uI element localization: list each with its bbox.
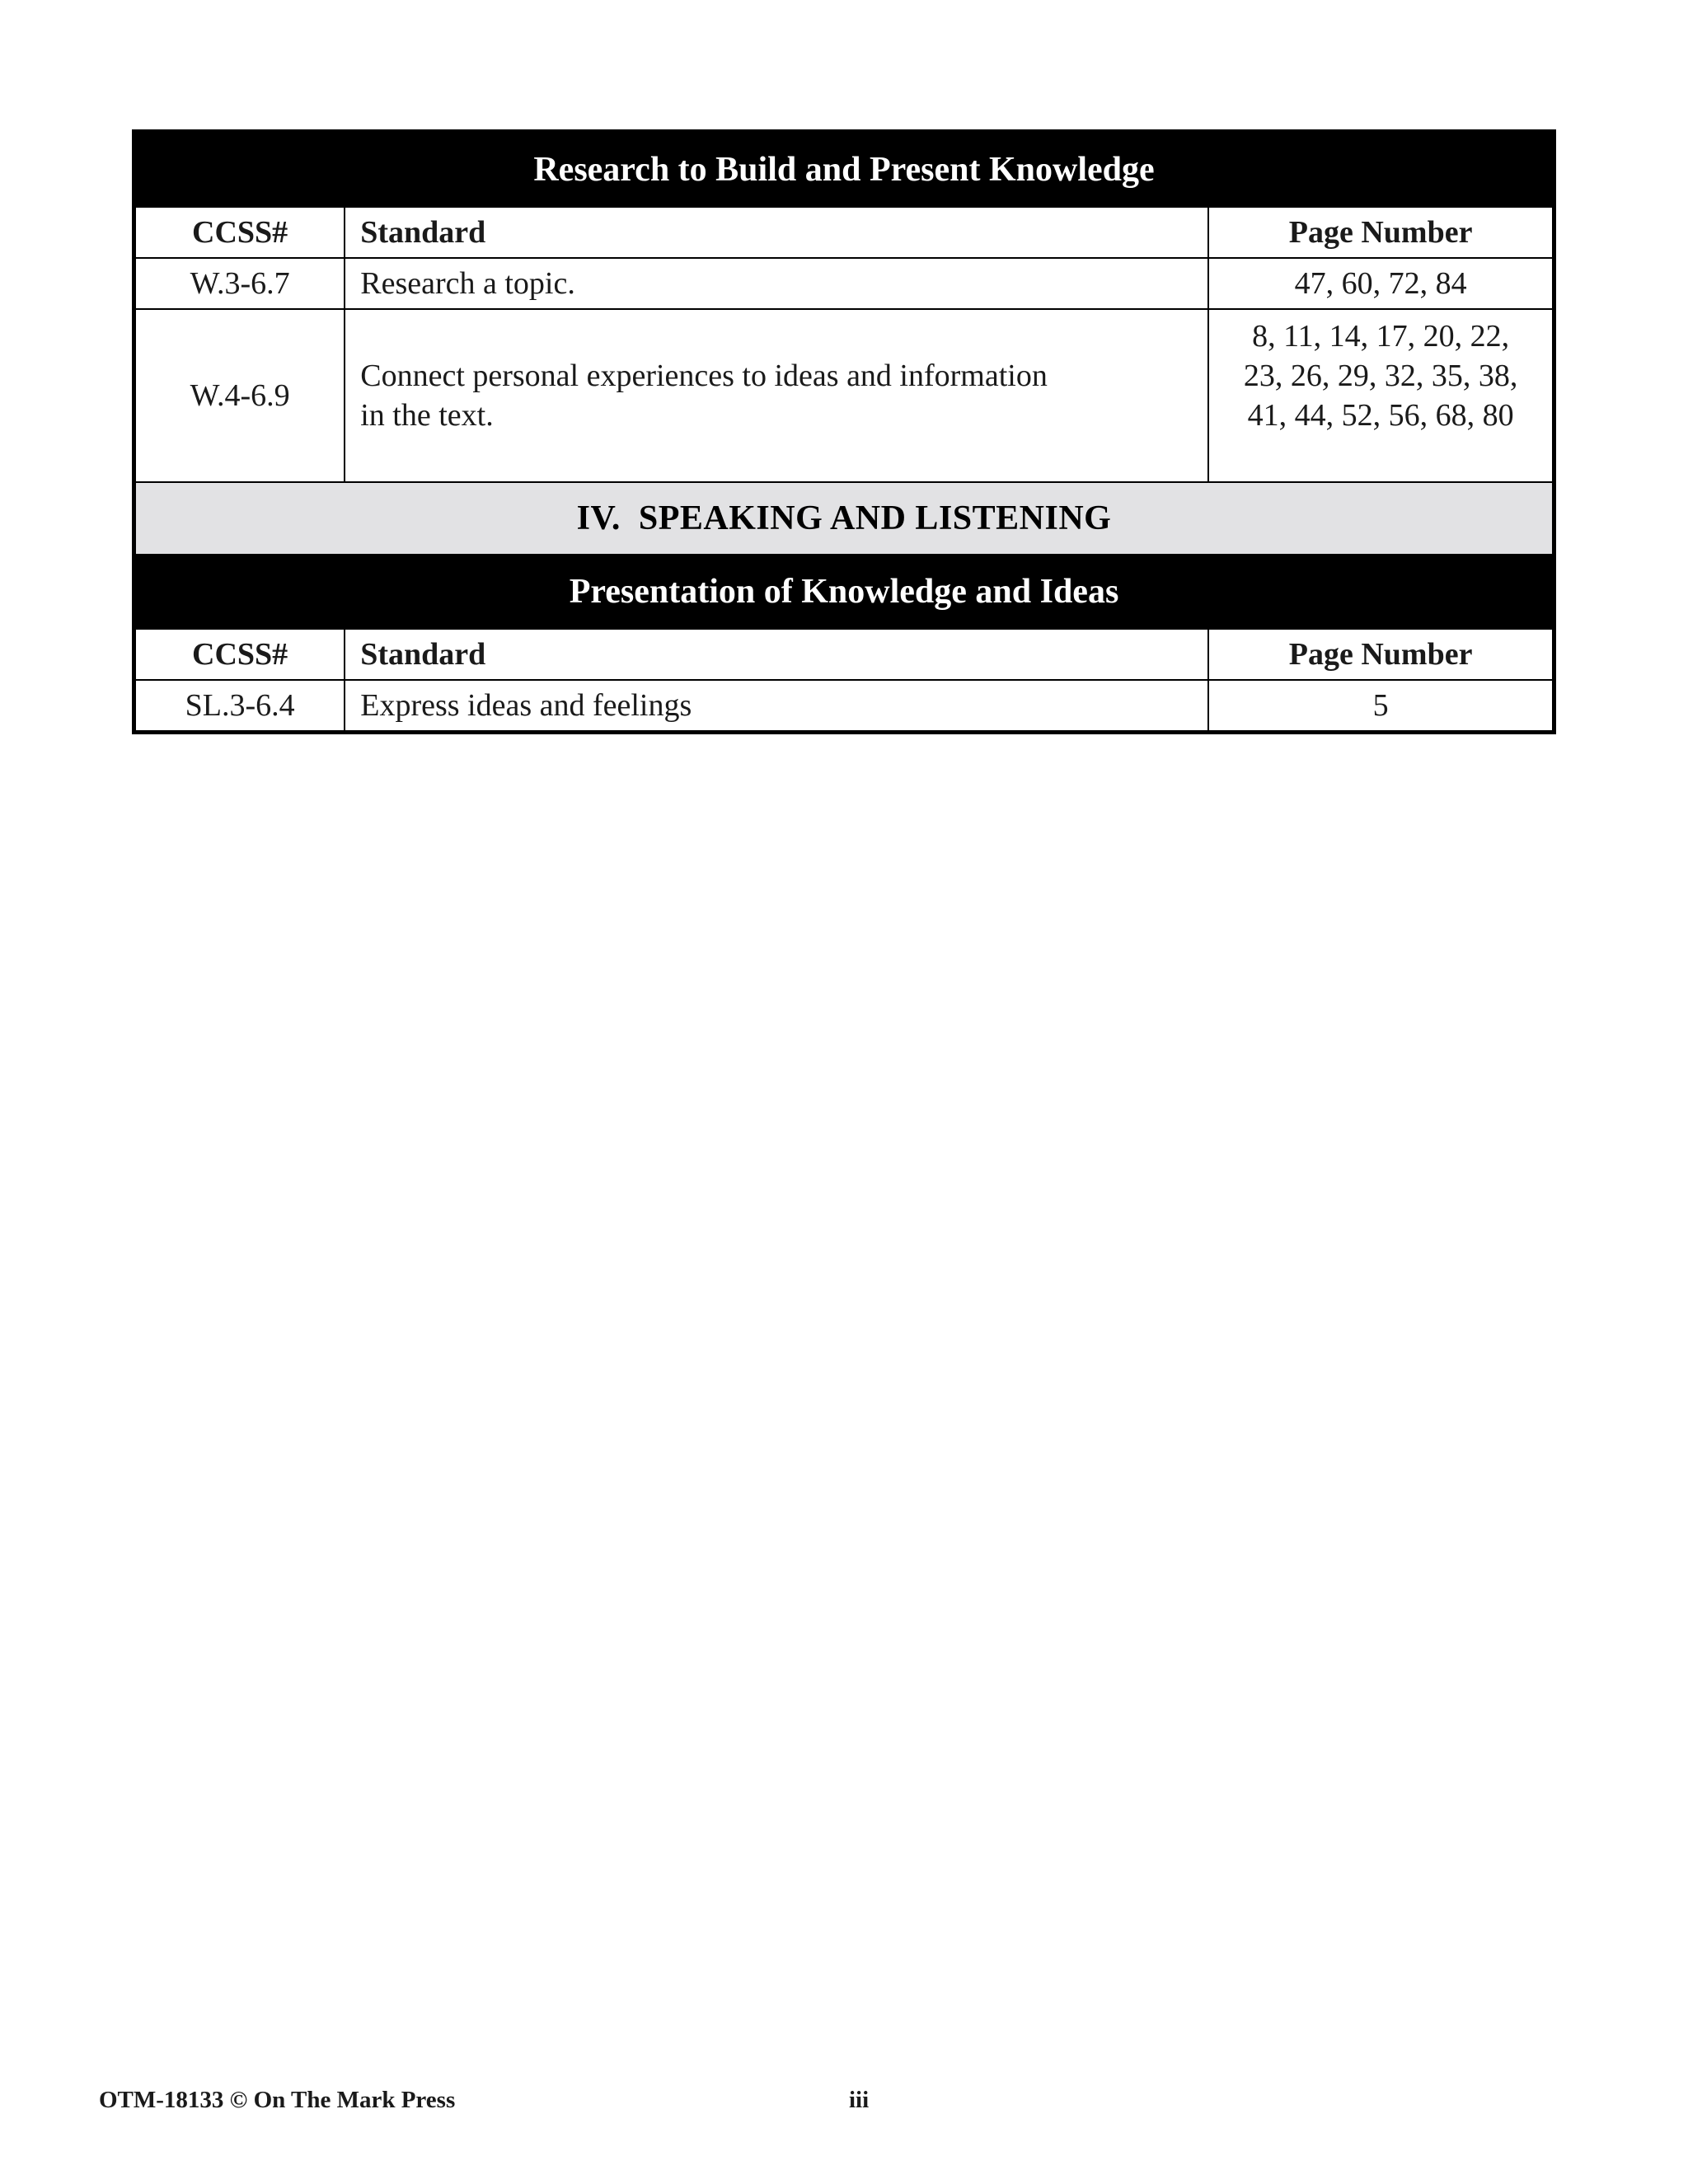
standard-text xyxy=(345,309,1208,482)
page-numbers-line: 23, 26, 29, 32, 35, 38, xyxy=(1243,359,1518,393)
page-numbers xyxy=(1208,309,1554,482)
page-number-column-header: Page Number xyxy=(1208,207,1554,258)
footer-copyright: OTM-18133 © On The Mark Press xyxy=(99,2087,456,2113)
part-heading: IV. SPEAKING AND LISTENING xyxy=(134,482,1554,555)
ccss-column-header: CCSS# xyxy=(134,629,345,680)
standard-column-header: Standard xyxy=(345,629,1208,680)
column-header-row xyxy=(134,207,1554,258)
section-header-presentation xyxy=(134,555,1554,629)
page-numbers: 5 xyxy=(1208,680,1554,733)
table-row xyxy=(134,258,1554,309)
footer-page-number: iii xyxy=(849,2087,870,2113)
table-row xyxy=(134,309,1554,482)
page-numbers-line: 8, 11, 14, 17, 20, 22, xyxy=(1252,319,1510,354)
part-header xyxy=(134,482,1554,555)
page-numbers: 47, 60, 72, 84 xyxy=(1208,258,1554,309)
standards-table xyxy=(132,129,1556,734)
standard-column-header: Standard xyxy=(345,207,1208,258)
section-header-research xyxy=(134,132,1554,208)
page-number-column-header: Page Number xyxy=(1208,629,1554,680)
ccss-column-header: CCSS# xyxy=(134,207,345,258)
page-numbers-line: 41, 44, 52, 56, 68, 80 xyxy=(1247,398,1514,433)
standard-text-line: Connect personal experiences to ideas and information xyxy=(360,359,1048,393)
ccss-code: W.3-6.7 xyxy=(134,258,345,309)
standard-text: Research a topic. xyxy=(345,258,1208,309)
ccss-code: W.4-6.9 xyxy=(134,309,345,482)
ccss-code: SL.3-6.4 xyxy=(134,680,345,733)
section-title: Research to Build and Present Knowledge xyxy=(134,132,1554,208)
column-header-row xyxy=(134,629,1554,680)
standard-text-line: in the text. xyxy=(360,398,494,433)
table-row xyxy=(134,680,1554,733)
section-title: Presentation of Knowledge and Ideas xyxy=(134,555,1554,629)
standard-text: Express ideas and feelings xyxy=(345,680,1208,733)
